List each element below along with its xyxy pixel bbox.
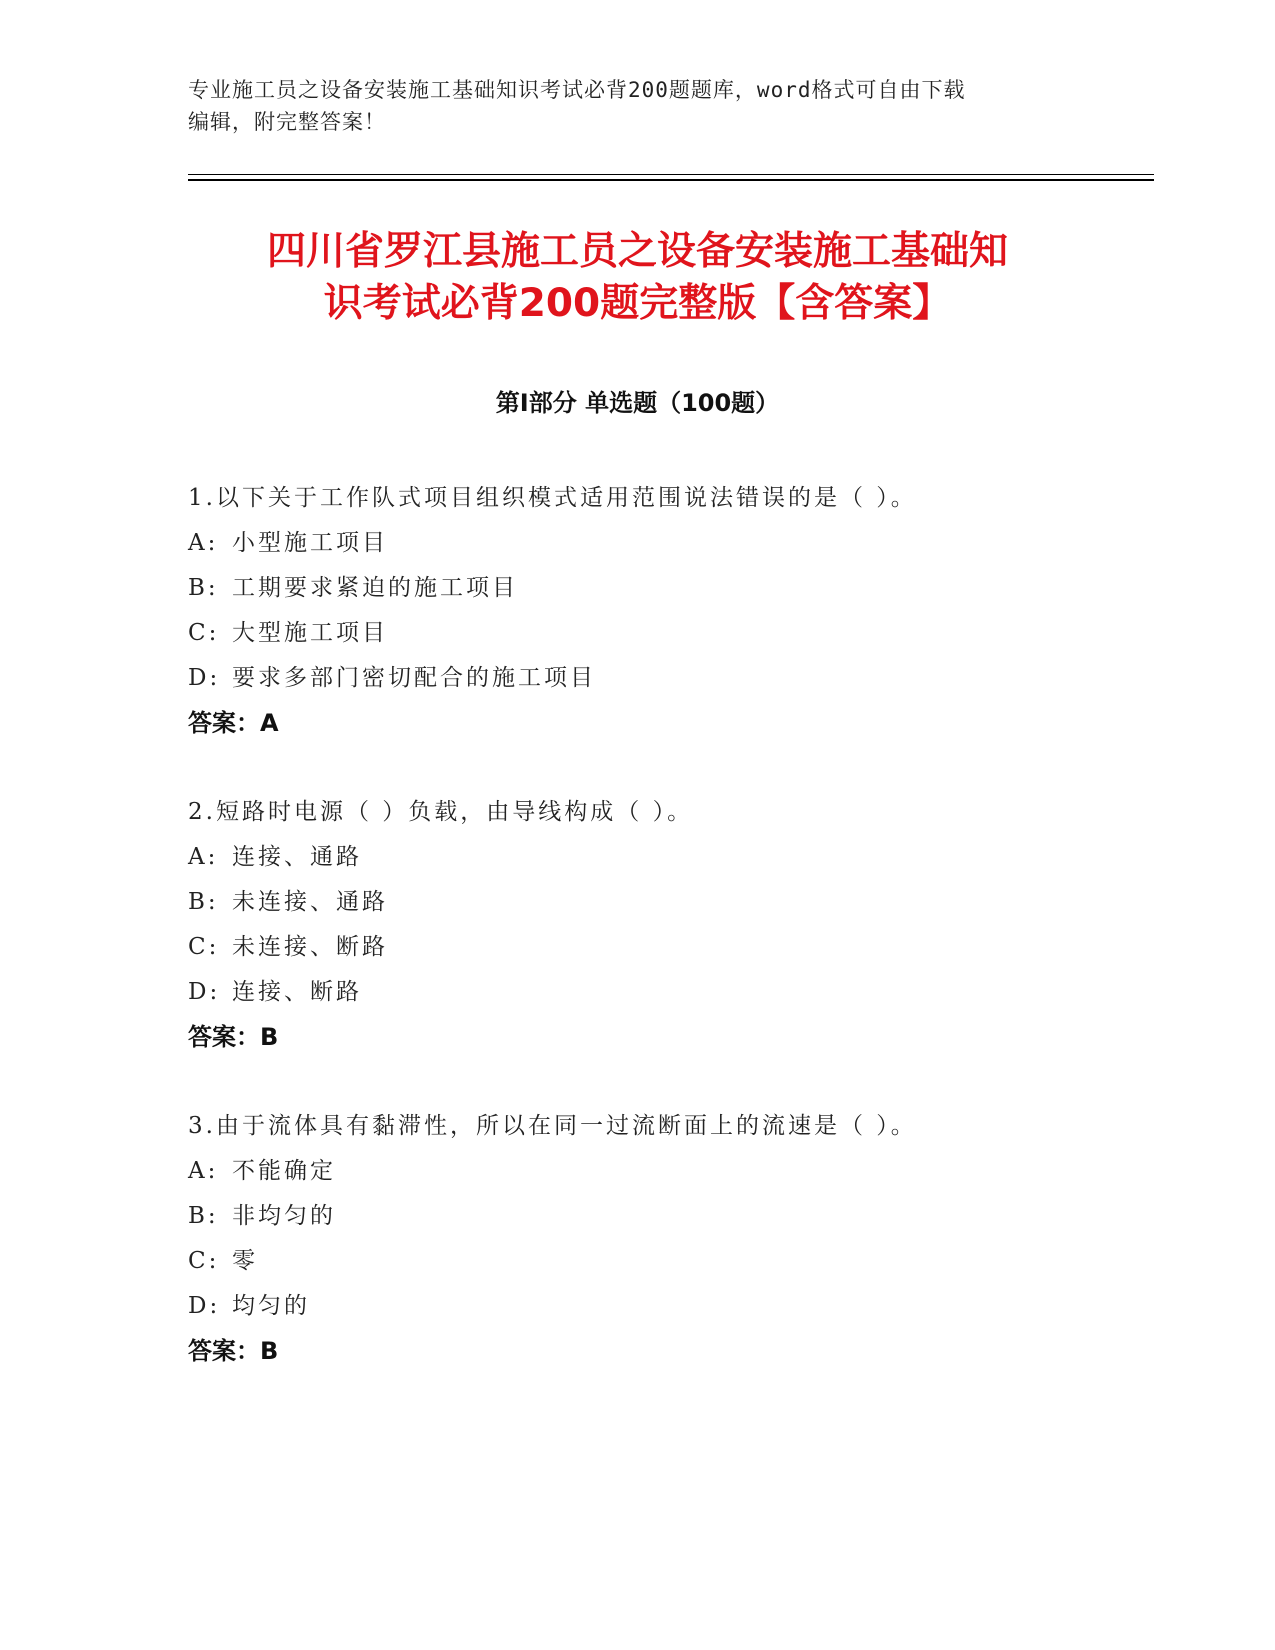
option-c (188, 611, 1148, 656)
option-key: D: (188, 979, 221, 1005)
question-stem: 2.短路时电源（ ）负载，由导线构成（ ）。 (188, 799, 694, 825)
option-text: 要求多部门密切配合的施工项目 (232, 665, 596, 691)
section-title: 第Ⅰ部分 单选题（100题） (495, 389, 780, 417)
option-key: C: (188, 1248, 220, 1274)
header-note-line-1: 专业施工员之设备安装施工基础知识考试必背200题题库，word格式可自由下载 (188, 78, 966, 102)
document-title-line-2: 识考试必背200题完整版【含答案】 (323, 281, 952, 326)
answer-label: 答案：B (188, 1337, 279, 1365)
option-key: B: (188, 575, 219, 601)
header-note (188, 74, 1088, 138)
option-d (188, 1284, 1148, 1329)
document-title (130, 226, 1145, 330)
option-c (188, 925, 1148, 970)
option-key: A: (188, 1158, 219, 1184)
question-item (188, 476, 1148, 746)
answer-label: 答案：A (188, 709, 279, 737)
option-d (188, 656, 1148, 701)
question-item (188, 790, 1148, 1060)
option-key: A: (188, 530, 219, 556)
option-text: 未连接、通路 (232, 889, 388, 915)
option-key: A: (188, 844, 219, 870)
option-c (188, 1239, 1148, 1284)
document-title-line-1: 四川省罗江县施工员之设备安装施工基础知 (266, 229, 1008, 274)
option-key: B: (188, 889, 219, 915)
option-text: 工期要求紧迫的施工项目 (232, 575, 518, 601)
option-a (188, 1149, 1148, 1194)
answer-label: 答案：B (188, 1023, 279, 1051)
option-text: 均匀的 (232, 1293, 310, 1319)
option-text: 非均匀的 (232, 1203, 336, 1229)
option-b (188, 1194, 1148, 1239)
option-b (188, 880, 1148, 925)
option-a (188, 521, 1148, 566)
option-text: 不能确定 (232, 1158, 336, 1184)
option-b (188, 566, 1148, 611)
option-key: D: (188, 1293, 221, 1319)
option-key: B: (188, 1203, 219, 1229)
header-divider-thick (188, 179, 1154, 181)
header-note-line-2: 编辑，附完整答案！ (188, 110, 386, 134)
option-text: 连接、断路 (232, 979, 362, 1005)
header-divider-thin (188, 174, 1154, 175)
option-key: C: (188, 934, 220, 960)
option-key: D: (188, 665, 221, 691)
option-text: 零 (232, 1248, 258, 1274)
question-item (188, 1104, 1148, 1374)
option-a (188, 835, 1148, 880)
option-text: 连接、通路 (232, 844, 362, 870)
option-text: 小型施工项目 (232, 530, 388, 556)
option-text: 大型施工项目 (232, 620, 388, 646)
option-key: C: (188, 620, 220, 646)
option-text: 未连接、断路 (232, 934, 388, 960)
question-stem: 1.以下关于工作队式项目组织模式适用范围说法错误的是（ ）。 (188, 485, 917, 511)
option-d (188, 970, 1148, 1015)
question-list (188, 476, 1148, 1418)
question-stem: 3.由于流体具有黏滞性，所以在同一过流断面上的流速是（ ）。 (188, 1113, 917, 1139)
